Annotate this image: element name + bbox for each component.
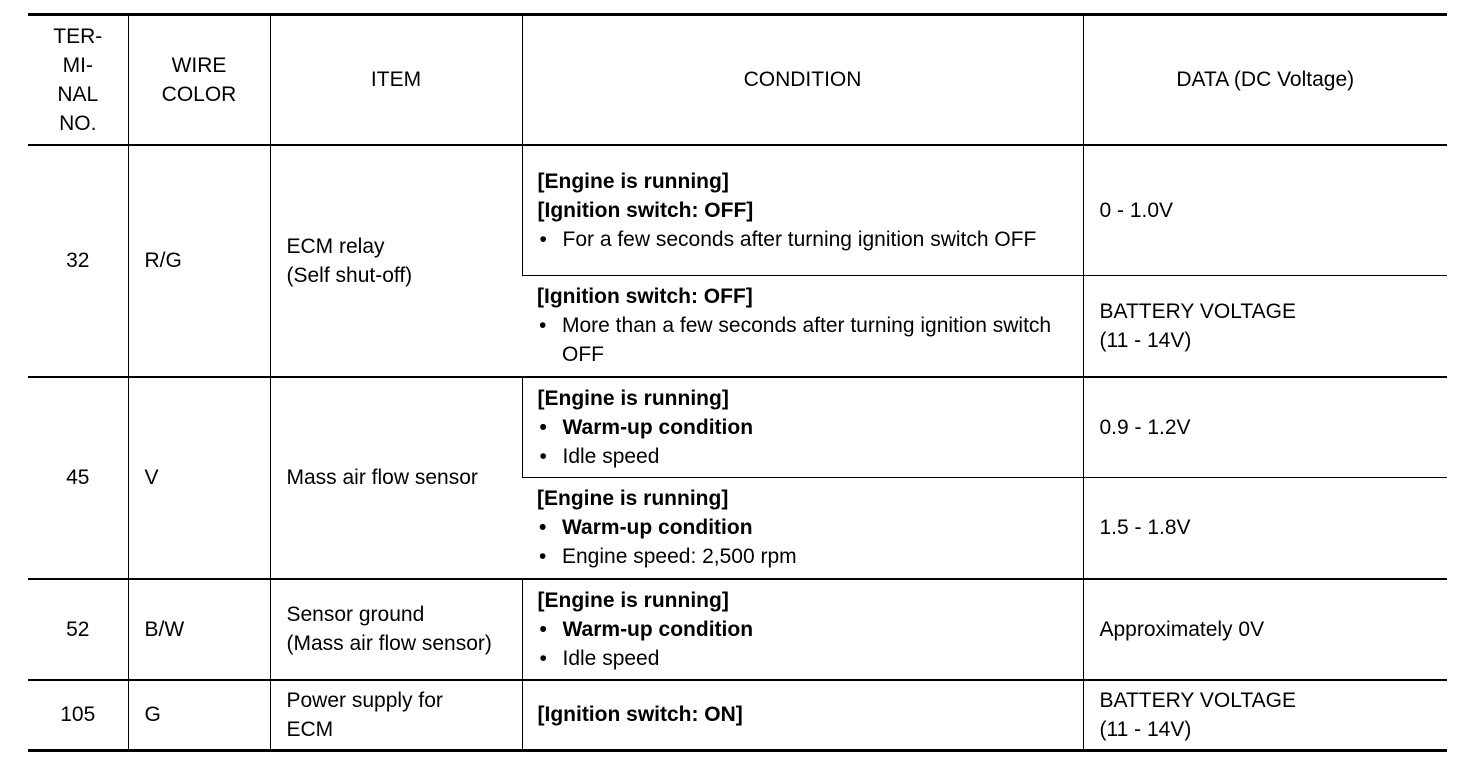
header-wire-line: COLOR [161,82,237,106]
data-value: Approximately 0V [1099,617,1265,641]
item-cell [270,680,522,751]
terminal-no-cell: 105 [28,680,128,751]
item-line: Mass air flow sensor [286,466,478,489]
condition-bullet: • Idle speed [538,442,1069,471]
condition-bullet: • More than a few seconds after turning ignition switch OFF [537,311,1069,369]
condition-cell [522,145,1083,276]
terminal-no-cell: 45 [28,377,128,579]
item-line: ECM [286,717,334,741]
data-value: (11 - 14V) [1099,328,1192,352]
condition-bullet: • Warm-up condition [538,615,1069,644]
data-value: BATTERY VOLTAGE [1099,688,1296,712]
header-terminal-line: TER- [53,24,103,48]
condition-cell [522,579,1083,680]
table-row [28,579,1447,680]
item-cell [270,377,522,579]
data-value: (11 - 14V) [1099,717,1192,741]
condition-heading: [Ignition switch: ON] [537,703,743,727]
item-line: (Self shut-off) [286,263,413,287]
header-wire-line: WIRE [171,53,227,77]
wire-color-cell: G [128,680,270,751]
wire-color-cell: B/W [128,579,270,680]
header-wire-color [128,15,270,145]
header-item: ITEM [270,15,522,145]
condition-heading: [Ignition switch: OFF] [537,285,753,309]
data-cell [1083,276,1447,377]
data-cell [1083,377,1447,478]
condition-cell [522,276,1083,377]
header-terminal-line: NO. [59,111,97,135]
item-cell [270,145,522,377]
terminal-no-cell: 52 [28,579,128,680]
condition-cell [522,680,1083,751]
data-cell [1083,680,1447,751]
table-row [28,377,1447,478]
data-cell [1083,145,1447,276]
header-condition: CONDITION [522,15,1083,145]
condition-cell [522,377,1083,478]
data-value: 1.5 - 1.8V [1099,516,1191,540]
condition-cell [522,478,1083,579]
terminal-data-table [28,13,1447,752]
condition-bullet: • Engine speed: 2,500 rpm [537,542,1069,571]
header-terminal-no [28,15,128,145]
wire-color-cell: V [128,377,270,579]
table-row [28,680,1447,751]
condition-heading: [Engine is running] [537,588,729,612]
condition-bullet: • For a few seconds after turning ignition switch OFF [538,225,1069,254]
item-line: (Mass air flow sensor) [286,632,492,655]
header-terminal-line: NAL [57,82,99,106]
data-value: BATTERY VOLTAGE [1099,299,1296,323]
condition-bullet: • Idle speed [538,644,1069,673]
data-value: 0.9 - 1.2V [1099,415,1191,439]
item-line: ECM relay [286,234,385,258]
header-row [28,15,1447,145]
item-line: Sensor ground [286,603,425,626]
condition-bullet: • Warm-up condition [538,413,1069,442]
data-value: 0 - 1.0V [1099,198,1174,222]
data-cell [1083,478,1447,579]
header-data: DATA (DC Voltage) [1083,15,1447,145]
condition-bullet: • Warm-up condition [537,513,1069,542]
data-cell [1083,579,1447,680]
condition-heading: [Engine is running] [537,487,729,511]
condition-heading: [Ignition switch: OFF] [537,198,754,222]
item-cell [270,579,522,680]
terminal-no-cell: 32 [28,145,128,377]
table-row [28,145,1447,276]
item-line: Power supply for [286,688,443,712]
wire-color-cell: R/G [128,145,270,377]
header-terminal-line: MI- [62,53,93,77]
condition-heading: [Engine is running] [537,169,729,193]
condition-heading: [Engine is running] [537,386,729,410]
